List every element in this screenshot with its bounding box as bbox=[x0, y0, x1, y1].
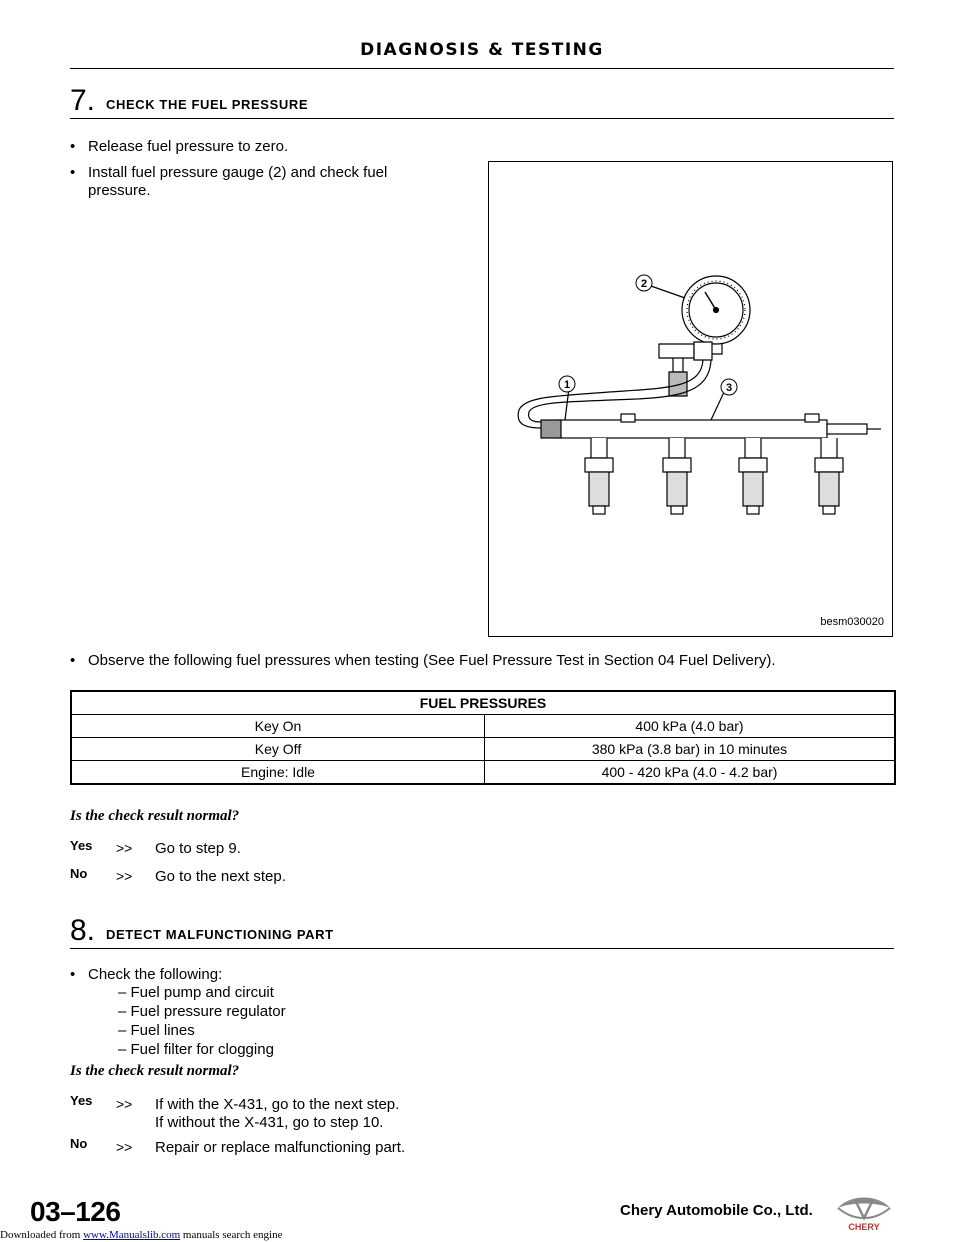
answer-no-arrow: >> bbox=[116, 868, 133, 884]
answer-yes-arrow: >> bbox=[116, 840, 133, 856]
table-cell-condition: Key Off bbox=[71, 738, 485, 761]
page-number: 03–126 bbox=[30, 1196, 121, 1227]
answer-yes-text: Go to step 9. bbox=[155, 840, 241, 857]
company-name: Chery Automobile Co., Ltd. bbox=[620, 1202, 813, 1219]
step-7-title: CHECK THE FUEL PRESSURE bbox=[106, 97, 309, 112]
table-row bbox=[71, 738, 895, 761]
svg-text:CHERY: CHERY bbox=[848, 1222, 880, 1232]
subitem-pressure-regulator: – Fuel pressure regulator bbox=[118, 1003, 286, 1020]
callout-3: 3 bbox=[725, 382, 733, 394]
answer-yes-text-2: If without the X-431, go to step 10. bbox=[155, 1114, 384, 1131]
table-cell-condition: Key On bbox=[71, 715, 485, 738]
step-7-number: 7. bbox=[70, 84, 96, 117]
answer-yes-text: If with the X-431, go to the next step. bbox=[155, 1096, 400, 1113]
table-row bbox=[71, 715, 895, 738]
answer-no-text: Go to the next step. bbox=[155, 868, 286, 885]
step-7-heading bbox=[70, 84, 894, 119]
answer-no-arrow: >> bbox=[116, 1139, 133, 1155]
table-cell-pressure: 400 kPa (4.0 bar) bbox=[485, 715, 896, 738]
chery-logo bbox=[834, 1192, 894, 1232]
manualslib-link[interactable]: www.Manualslib.com bbox=[83, 1229, 181, 1241]
answer-no-label: No bbox=[70, 1136, 88, 1151]
subitem-fuel-filter: – Fuel filter for clogging bbox=[118, 1041, 274, 1058]
bullet-install-gauge-cont: pressure. bbox=[88, 182, 151, 199]
fuel-pressure-gauge-figure bbox=[488, 161, 893, 637]
table-cell-condition: Engine: Idle bbox=[71, 761, 485, 785]
step-8-heading bbox=[70, 914, 894, 949]
table-cell-pressure: 380 kPa (3.8 bar) in 10 minutes bbox=[485, 738, 896, 761]
step-7-question: Is the check result normal? bbox=[70, 808, 240, 824]
answer-no-label: No bbox=[70, 866, 88, 881]
step-8-number: 8. bbox=[70, 914, 96, 947]
fuel-pressures-table bbox=[70, 690, 896, 785]
fuel-rail-illustration bbox=[489, 162, 892, 636]
table-header-row bbox=[71, 691, 895, 715]
subitem-fuel-lines: – Fuel lines bbox=[118, 1022, 195, 1039]
answer-yes-label: Yes bbox=[70, 838, 93, 853]
figure-caption: besm030020 bbox=[820, 616, 884, 628]
callout-2: 2 bbox=[640, 278, 648, 290]
section-title: DIAGNOSIS & TESTING bbox=[70, 40, 894, 69]
table-cell-pressure: 400 - 420 kPa (4.0 - 4.2 bar) bbox=[485, 761, 896, 785]
subitem-fuel-pump: – Fuel pump and circuit bbox=[118, 984, 274, 1001]
table-title: FUEL PRESSURES bbox=[71, 691, 895, 715]
callout-1: 1 bbox=[563, 379, 571, 391]
step-8-title: DETECT MALFUNCTIONING PART bbox=[106, 927, 334, 942]
table-row bbox=[71, 761, 895, 785]
chery-logo-icon bbox=[834, 1192, 894, 1232]
answer-yes-label: Yes bbox=[70, 1093, 93, 1108]
download-footer: Downloaded from www.Manualslib.com manuals search engine bbox=[0, 1229, 283, 1241]
answer-no-text: Repair or replace malfunctioning part. bbox=[155, 1139, 406, 1156]
step-8-question: Is the check result normal? bbox=[70, 1063, 240, 1079]
answer-yes-arrow: >> bbox=[116, 1096, 133, 1112]
